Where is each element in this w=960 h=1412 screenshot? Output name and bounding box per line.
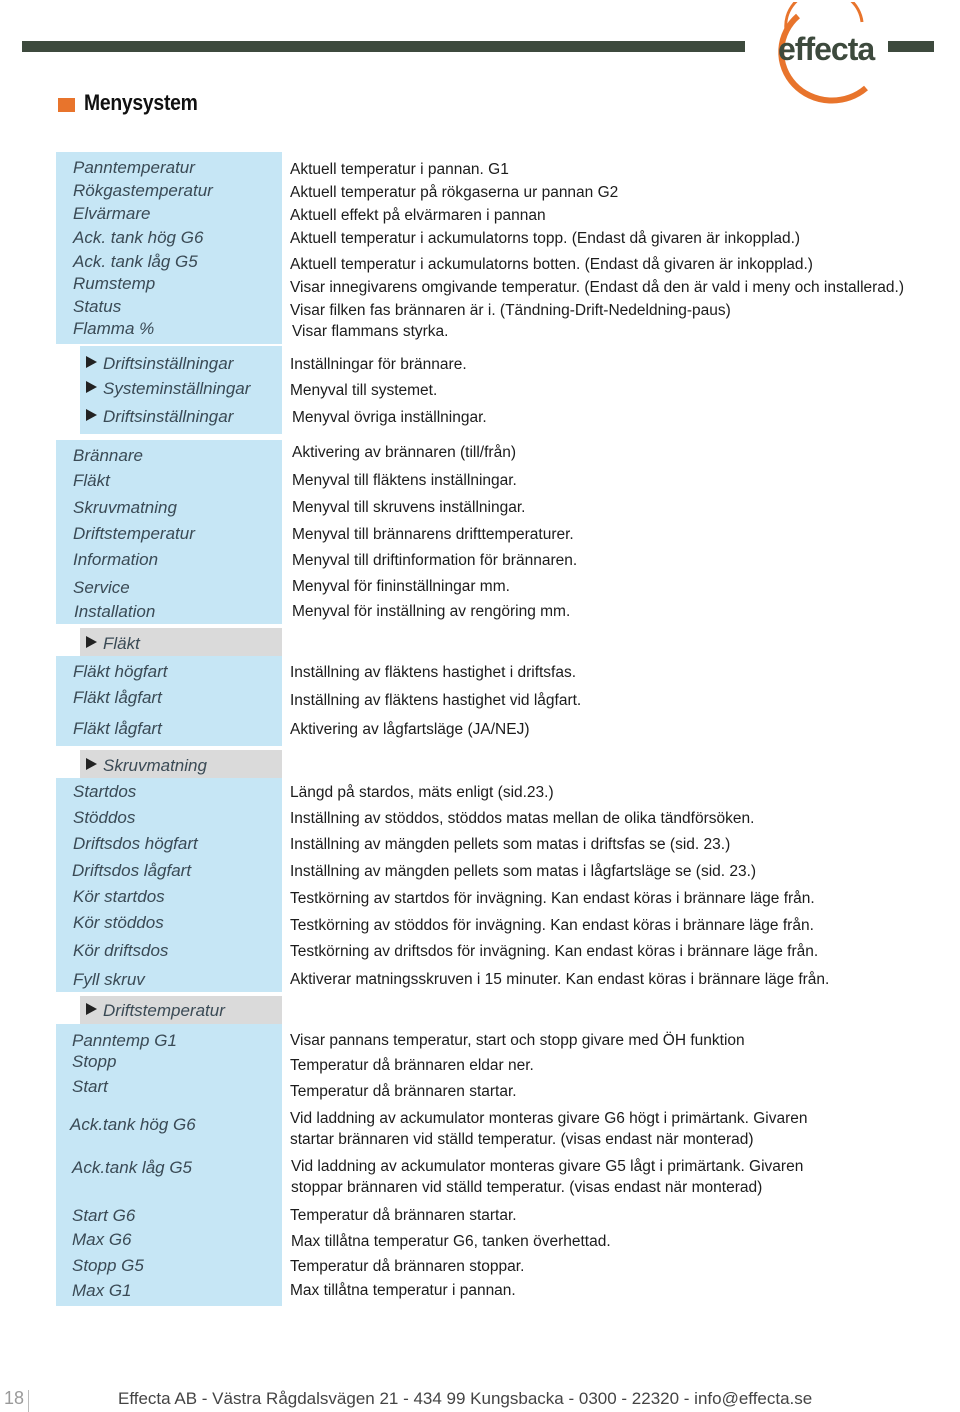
menu-desc: Menyval till skruvens inställningar. bbox=[292, 499, 526, 516]
menu-desc: Aktivering av brännaren (till/från) bbox=[292, 444, 516, 461]
menu-desc: Längd på stardos, mäts enligt (sid.23.) bbox=[290, 784, 554, 801]
menu-desc: Aktuell temperatur på rökgaserna ur pannan G2 bbox=[290, 184, 619, 201]
menu-desc: Menyval till fläktens inställningar. bbox=[292, 472, 517, 489]
page-title: Menysystem bbox=[84, 90, 198, 115]
menu-desc-continued: startar brännaren vid ställd temperatur. (visas endast när monterad) bbox=[290, 1131, 754, 1148]
menu-desc: Visar pannans temperatur, start och stopp givare med ÖH funktion bbox=[290, 1032, 745, 1049]
submenu-skruvmatning[interactable]: Skruvmatning bbox=[86, 756, 207, 776]
menu-label: Ack.tank låg G5 bbox=[72, 1158, 193, 1177]
menu-desc: Max tillåtna temperatur i pannan. bbox=[290, 1282, 516, 1299]
menu-label: Ack. tank hög G6 bbox=[73, 228, 204, 247]
menu-label: Kör driftsdos bbox=[73, 941, 169, 960]
menu-label: Kör startdos bbox=[73, 887, 165, 906]
menu-desc: Temperatur då brännaren startar. bbox=[290, 1083, 517, 1100]
header-bar-right bbox=[888, 41, 934, 52]
menu-label: Start G6 bbox=[72, 1206, 136, 1225]
menu-desc: Visar innegivarens omgivande temperatur. (Endast då den är vald i meny och installerad.) bbox=[290, 279, 905, 296]
menu-desc: Temperatur då brännaren eldar ner. bbox=[290, 1057, 534, 1074]
menu-desc: Menyval övriga inställningar. bbox=[292, 409, 487, 426]
menu-desc: Inställning av mängden pellets som matas i lågfartsläge se (sid. 23.) bbox=[290, 863, 757, 880]
menu-label: Fyll skruv bbox=[73, 970, 145, 989]
menu-desc: Visar flammans styrka. bbox=[292, 323, 449, 340]
play-arrow-icon bbox=[86, 409, 97, 421]
menu-label: Brännare bbox=[73, 446, 143, 465]
menu-desc: Inställning av stöddos, stöddos matas mellan de olika tändförsöken. bbox=[290, 810, 755, 827]
menu-desc: Testkörning av driftsdos för invägning. Kan endast köras i brännare läge från. bbox=[290, 943, 819, 960]
submenu-driftsinstallningar-2[interactable]: Driftsinställningar bbox=[86, 407, 233, 427]
menu-desc: Aktuell temperatur i ackumulatorns topp. (Endast då givaren är inkopplad.) bbox=[290, 230, 801, 247]
menu-desc: Menyval för fininställningar mm. bbox=[292, 578, 510, 595]
menu-label: Max G1 bbox=[72, 1281, 132, 1300]
footer-divider bbox=[28, 1390, 29, 1412]
menu-label: Flamma % bbox=[73, 319, 155, 338]
menu-label: Service bbox=[73, 578, 130, 597]
menu-desc: Testkörning av startdos för invägning. Kan endast köras i brännare läge från. bbox=[290, 890, 815, 907]
menu-desc: Vid laddning av ackumulator monteras givare G5 lågt i primärtank. Givaren bbox=[291, 1158, 804, 1175]
menu-desc: Menyval till driftinformation för brännaren. bbox=[292, 552, 578, 569]
menu-label: Start bbox=[72, 1077, 108, 1096]
menu-label: Stopp G5 bbox=[72, 1256, 144, 1275]
menu-label: Installation bbox=[74, 602, 156, 621]
menu-label: Driftsdos högfart bbox=[73, 834, 198, 853]
menu-desc-continued: stoppar brännaren vid ställd temperatur. (visas endast när monterad) bbox=[291, 1179, 763, 1196]
menu-desc: Inställning av mängden pellets som matas i driftsfas se (sid. 23.) bbox=[290, 836, 731, 853]
menu-desc: Inställning av fläktens hastighet i driftsfas. bbox=[290, 664, 577, 681]
menu-label: Driftstemperatur bbox=[73, 524, 195, 543]
menu-desc: Max tillåtna temperatur G6, tanken överhettad. bbox=[291, 1233, 611, 1250]
menu-desc: Vid laddning av ackumulator monteras givare G6 högt i primärtank. Givaren bbox=[290, 1110, 808, 1127]
menu-desc: Aktiverar matningsskruven i 15 minuter. Kan endast köras i brännare läge från. bbox=[290, 971, 830, 988]
menu-desc: Temperatur då brännaren stoppar. bbox=[290, 1258, 525, 1275]
menu-label: Kör stöddos bbox=[73, 913, 164, 932]
menu-desc: Aktuell temperatur i ackumulatorns botten. (Endast då givaren är inkopplad.) bbox=[290, 256, 813, 273]
play-arrow-icon bbox=[86, 1003, 97, 1015]
menu-label: Stopp bbox=[72, 1052, 117, 1071]
menu-label: Ack.tank hög G6 bbox=[70, 1115, 196, 1134]
menu-label: Panntemp G1 bbox=[72, 1031, 177, 1050]
menu-label: Skruvmatning bbox=[73, 498, 177, 517]
menu-label: Fläkt bbox=[73, 471, 110, 490]
menu-label: Stöddos bbox=[73, 808, 136, 827]
play-arrow-icon bbox=[86, 636, 97, 648]
menu-label: Rökgastemperatur bbox=[73, 181, 213, 200]
menu-label: Driftsdos lågfart bbox=[72, 861, 192, 880]
title-square-icon bbox=[58, 98, 75, 112]
play-arrow-icon bbox=[86, 356, 97, 368]
menu-label: Information bbox=[73, 550, 159, 569]
submenu-driftsinstallningar[interactable]: Driftsinställningar bbox=[86, 354, 233, 374]
menu-desc: Menyval till brännarens drifttemperaturer. bbox=[292, 526, 574, 543]
menu-desc: Aktivering av lågfartsläge (JA/NEJ) bbox=[290, 721, 530, 738]
submenu-systeminstallningar[interactable]: Systeminställningar bbox=[86, 379, 250, 399]
menu-desc: Inställning av fläktens hastighet vid lågfart. bbox=[290, 692, 582, 709]
menu-label: Max G6 bbox=[72, 1230, 132, 1249]
svg-text:effecta: effecta bbox=[778, 31, 875, 67]
menu-label: Panntemperatur bbox=[73, 158, 195, 177]
play-arrow-icon bbox=[86, 381, 97, 393]
menu-label: Fläkt lågfart bbox=[73, 719, 162, 738]
footer-contact: Effecta AB - Västra Rågdalsvägen 21 - 434 99 Kungsbacka - 0300 - 22320 - info@effecta.se bbox=[118, 1389, 813, 1408]
menu-label: Ack. tank låg G5 bbox=[73, 252, 198, 271]
play-arrow-icon bbox=[86, 758, 97, 770]
submenu-flakt[interactable]: Fläkt bbox=[86, 634, 140, 654]
menu-desc: Testkörning av stöddos för invägning. Kan endast köras i brännare läge från. bbox=[290, 917, 814, 934]
menu-desc: Menyval till systemet. bbox=[290, 382, 438, 399]
menu-label: Startdos bbox=[73, 782, 137, 801]
menu-desc: Temperatur då brännaren startar. bbox=[290, 1207, 517, 1224]
menu-label: Elvärmare bbox=[73, 204, 151, 223]
menu-desc: Inställningar för brännare. bbox=[290, 356, 467, 373]
page-number: 18 bbox=[4, 1388, 25, 1408]
menu-desc: Aktuell temperatur i pannan. G1 bbox=[290, 161, 509, 178]
menu-label: Fläkt lågfart bbox=[73, 688, 162, 707]
menu-desc: Visar filken fas brännaren är i. (Tändning-Drift-Nedeldning-paus) bbox=[290, 302, 731, 319]
menu-label: Fläkt högfart bbox=[73, 662, 168, 681]
submenu-driftstemperatur[interactable]: Driftstemperatur bbox=[86, 1001, 225, 1021]
header-bar-left bbox=[22, 41, 745, 52]
menu-desc: Menyval för inställning av rengöring mm. bbox=[292, 603, 571, 620]
menu-desc: Aktuell effekt på elvärmaren i pannan bbox=[290, 207, 546, 224]
menu-label: Status bbox=[73, 297, 122, 316]
effecta-logo bbox=[758, 2, 890, 104]
menu-label: Rumstemp bbox=[73, 274, 156, 293]
